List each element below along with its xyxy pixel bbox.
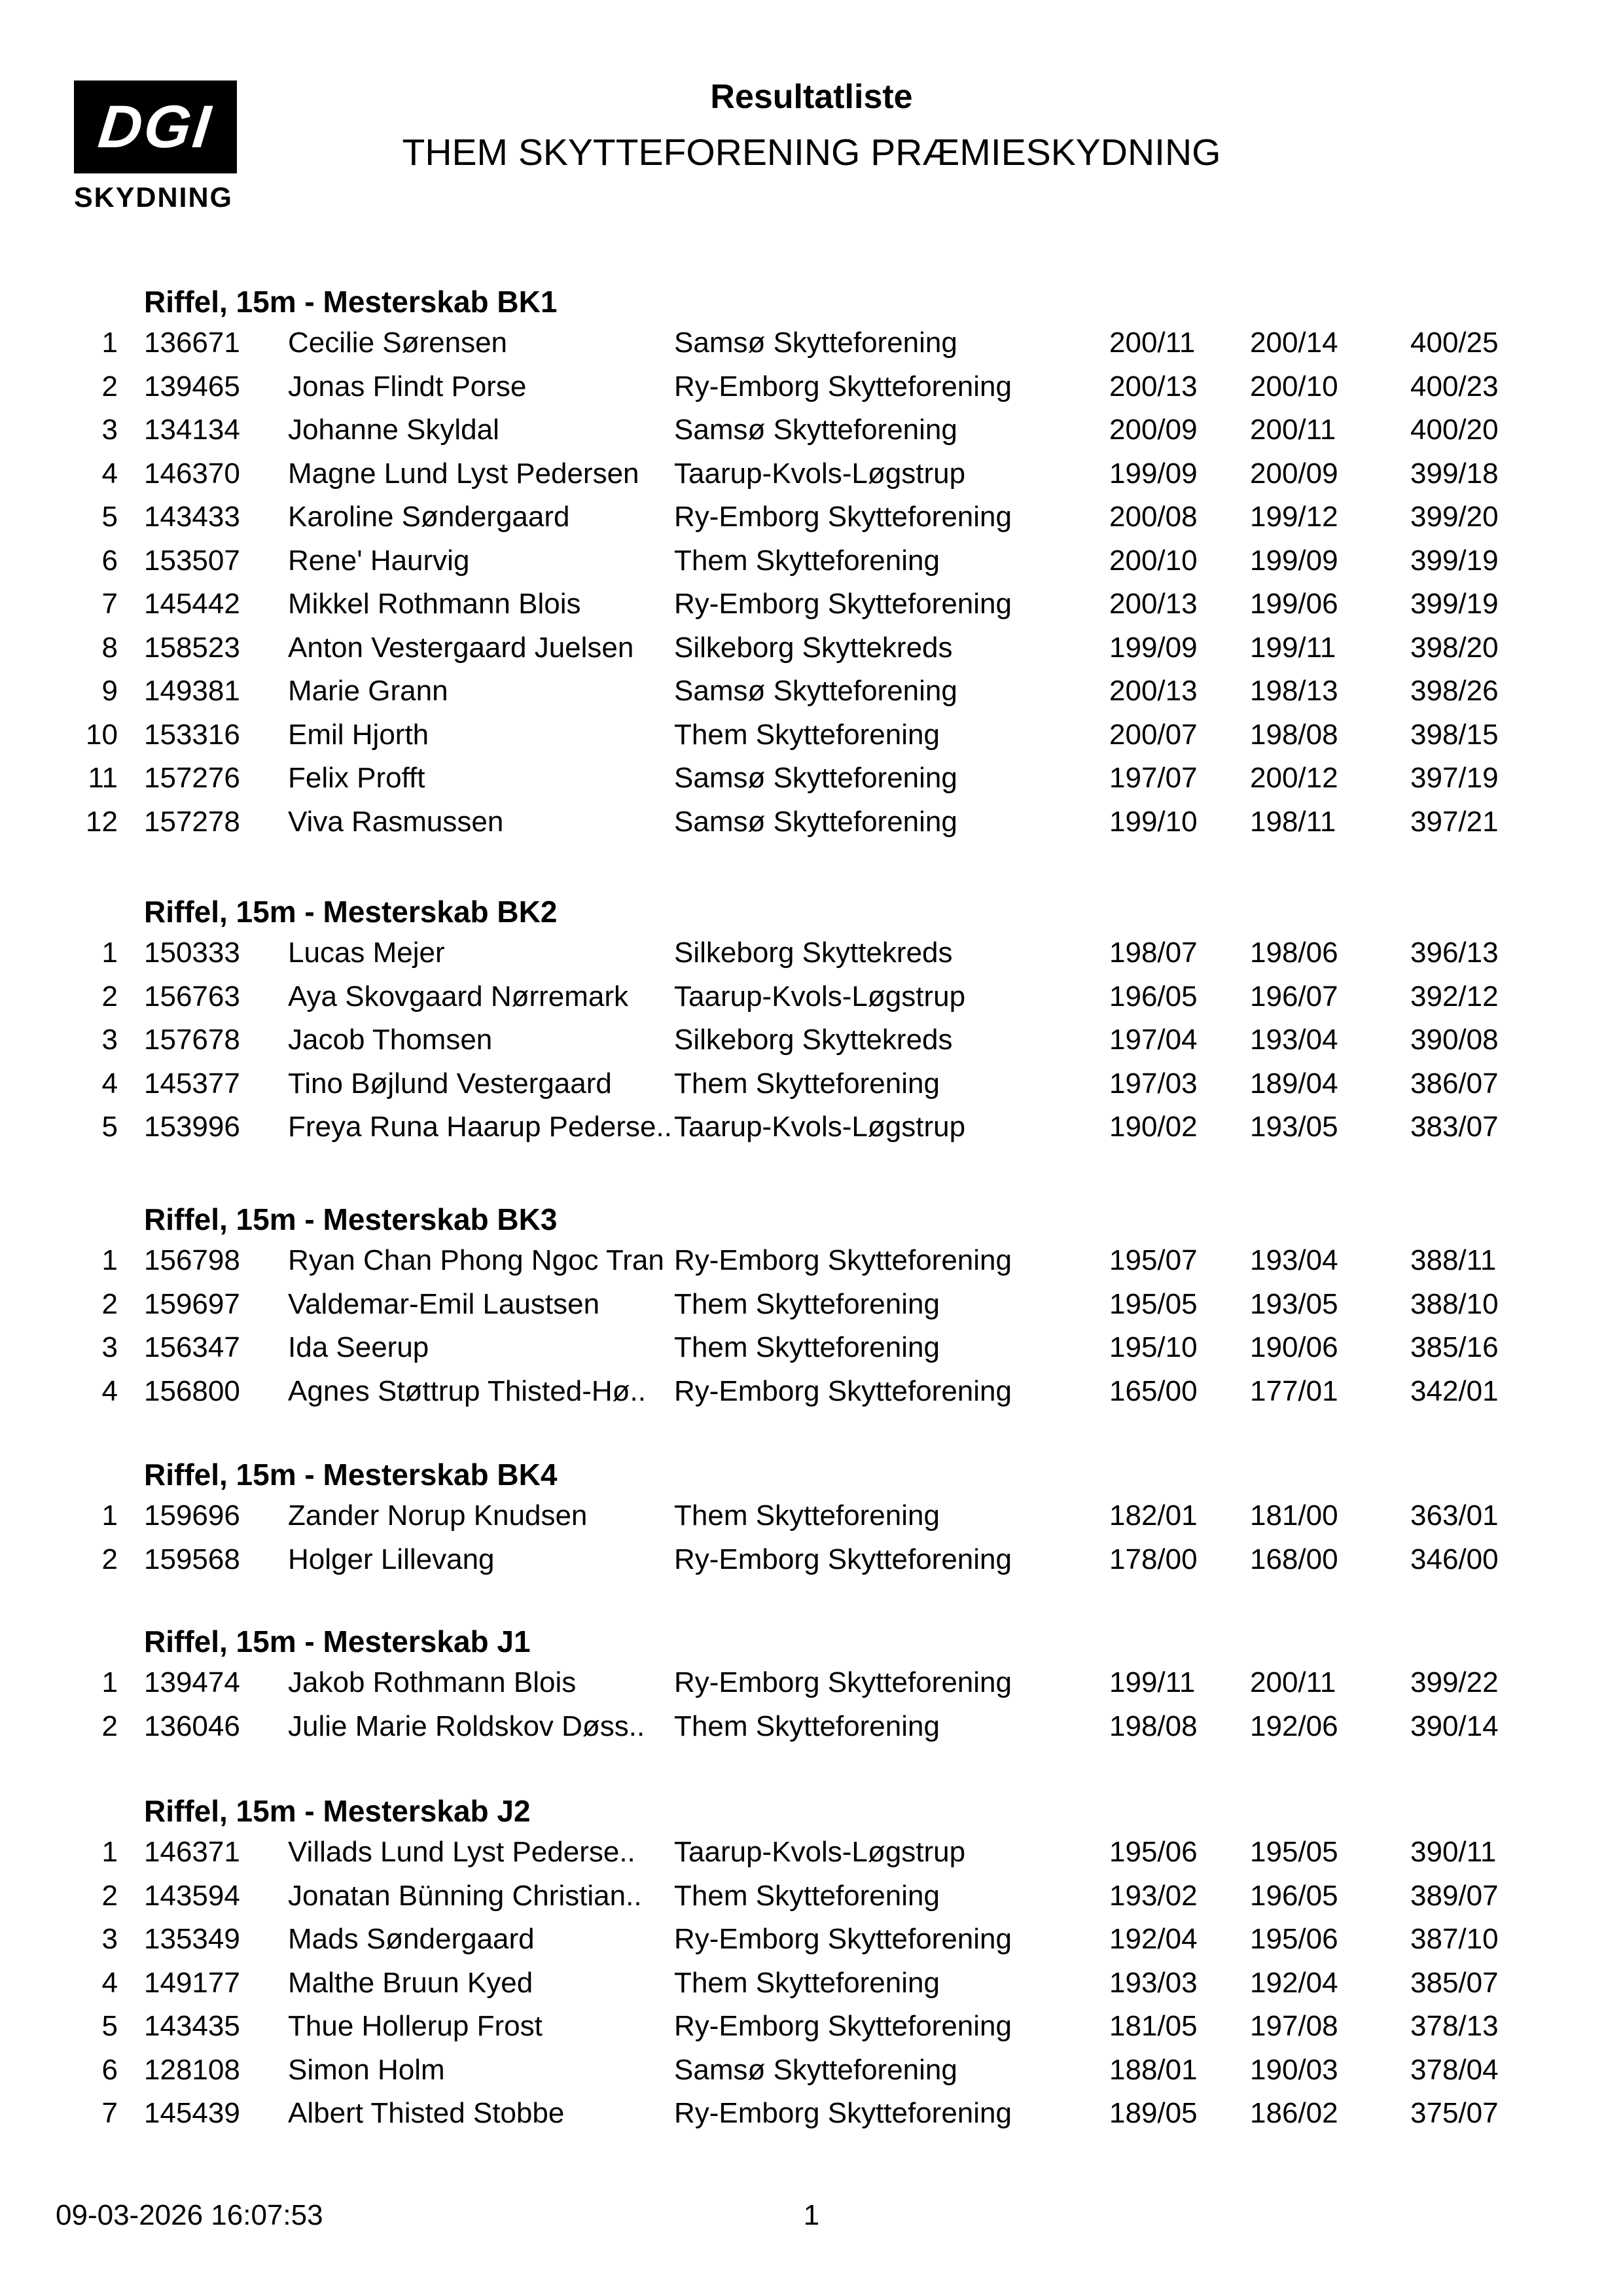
series2-score-cell: 199/09 <box>1250 544 1338 577</box>
shooter-name-cell: Anton Vestergaard Juelsen <box>288 631 634 664</box>
series1-score-cell: 196/05 <box>1109 980 1198 1013</box>
total-score-cell: 375/07 <box>1410 2097 1499 2130</box>
rank-cell: 5 <box>101 1111 118 1143</box>
total-score-cell: 389/07 <box>1410 1879 1499 1912</box>
footer-page-number: 1 <box>803 2199 820 2231</box>
table-row <box>0 931 1623 975</box>
shooter-id-cell: 128108 <box>144 2053 240 2086</box>
table-row <box>0 670 1623 713</box>
rank-cell: 2 <box>101 1879 118 1912</box>
section-title: Riffel, 15m - Mesterskab BK3 <box>144 1202 558 1236</box>
table-row <box>0 583 1623 626</box>
result-section <box>0 1791 1623 2136</box>
shooter-name-cell: Freya Runa Haarup Pederse.. <box>288 1111 672 1143</box>
series2-score-cell: 193/04 <box>1250 1024 1338 1056</box>
total-score-cell: 388/11 <box>1410 1244 1497 1277</box>
total-score-cell: 399/20 <box>1410 501 1499 533</box>
shooter-name-cell: Aya Skovgaard Nørremark <box>288 980 629 1013</box>
series1-score-cell: 198/07 <box>1109 937 1198 969</box>
club-cell: Samsø Skytteforening <box>674 762 957 795</box>
shooter-name-cell: Simon Holm <box>288 2053 445 2086</box>
shooter-name-cell: Julie Marie Roldskov Døss.. <box>288 1710 645 1742</box>
total-score-cell: 398/26 <box>1410 675 1499 708</box>
result-section <box>0 1454 1623 1581</box>
club-cell: Samsø Skytteforening <box>674 2053 957 2086</box>
section-title: Riffel, 15m - Mesterskab BK2 <box>144 894 558 929</box>
rank-cell: 2 <box>101 370 118 403</box>
total-score-cell: 399/18 <box>1410 457 1499 490</box>
table-row <box>0 1494 1623 1538</box>
club-cell: Them Skytteforening <box>674 1966 940 1999</box>
shooter-name-cell: Valdemar-Emil Laustsen <box>288 1287 600 1320</box>
total-score-cell: 399/22 <box>1410 1666 1499 1699</box>
shooter-id-cell: 156800 <box>144 1374 240 1407</box>
shooter-id-cell: 143433 <box>144 501 240 533</box>
shooter-id-cell: 145377 <box>144 1067 240 1100</box>
shooter-name-cell: Viva Rasmussen <box>288 805 504 838</box>
series1-score-cell: 189/05 <box>1109 2097 1198 2130</box>
table-row <box>0 1370 1623 1414</box>
series2-score-cell: 195/05 <box>1250 1836 1338 1869</box>
club-cell: Samsø Skytteforening <box>674 805 957 838</box>
table-row <box>0 1705 1623 1749</box>
total-score-cell: 388/10 <box>1410 1287 1499 1320</box>
shooter-name-cell: Lucas Mejer <box>288 937 445 969</box>
shooter-id-cell: 149177 <box>144 1966 240 1999</box>
club-cell: Samsø Skytteforening <box>674 675 957 708</box>
shooter-name-cell: Ryan Chan Phong Ngoc Tran <box>288 1244 664 1277</box>
series2-score-cell: 200/09 <box>1250 457 1338 490</box>
series2-score-cell: 189/04 <box>1250 1067 1338 1100</box>
shooter-id-cell: 143435 <box>144 2010 240 2043</box>
result-section <box>0 1621 1623 1748</box>
series1-score-cell: 190/02 <box>1109 1111 1198 1143</box>
shooter-id-cell: 143594 <box>144 1879 240 1912</box>
series2-score-cell: 199/11 <box>1250 631 1336 664</box>
club-cell: Them Skytteforening <box>674 1499 940 1532</box>
series2-score-cell: 200/11 <box>1250 414 1336 446</box>
rank-cell: 4 <box>101 1966 118 1999</box>
section-rows <box>0 321 1623 844</box>
series2-score-cell: 193/05 <box>1250 1287 1338 1320</box>
series1-score-cell: 200/13 <box>1109 675 1198 708</box>
series2-score-cell: 192/04 <box>1250 1966 1338 1999</box>
series2-score-cell: 200/14 <box>1250 327 1338 359</box>
series2-score-cell: 190/03 <box>1250 2053 1338 2086</box>
club-cell: Ry-Emborg Skytteforening <box>674 1374 1012 1407</box>
series1-score-cell: 197/03 <box>1109 1067 1198 1100</box>
table-row <box>0 1105 1623 1149</box>
table-row <box>0 1831 1623 1874</box>
table-row <box>0 495 1623 539</box>
dgi-logo-text: DGI <box>95 94 216 160</box>
table-row <box>0 539 1623 583</box>
series1-score-cell: 200/09 <box>1109 414 1198 446</box>
series1-score-cell: 182/01 <box>1109 1499 1198 1532</box>
shooter-name-cell: Zander Norup Knudsen <box>288 1499 588 1532</box>
series1-score-cell: 192/04 <box>1109 1923 1198 1956</box>
section-rows <box>0 1831 1623 2136</box>
shooter-name-cell: Jonatan Bünning Christian.. <box>288 1879 642 1912</box>
total-score-cell: 392/12 <box>1410 980 1499 1013</box>
rank-cell: 4 <box>101 457 118 490</box>
shooter-id-cell: 139465 <box>144 370 240 403</box>
series1-score-cell: 195/07 <box>1109 1244 1198 1277</box>
series2-score-cell: 200/10 <box>1250 370 1338 403</box>
shooter-id-cell: 157278 <box>144 805 240 838</box>
shooter-name-cell: Cecilie Sørensen <box>288 327 508 359</box>
total-score-cell: 398/15 <box>1410 718 1499 751</box>
club-cell: Them Skytteforening <box>674 1287 940 1320</box>
table-row <box>0 1918 1623 1962</box>
shooter-name-cell: Agnes Støttrup Thisted-Hø.. <box>288 1374 646 1407</box>
shooter-name-cell: Magne Lund Lyst Pedersen <box>288 457 639 490</box>
rank-cell: 3 <box>101 1024 118 1056</box>
club-cell: Taarup-Kvols-Løgstrup <box>674 1111 966 1143</box>
club-cell: Taarup-Kvols-Løgstrup <box>674 457 966 490</box>
series2-score-cell: 198/06 <box>1250 937 1338 969</box>
section-title: Riffel, 15m - Mesterskab BK1 <box>144 284 558 319</box>
club-cell: Silkeborg Skyttekreds <box>674 631 953 664</box>
club-cell: Samsø Skytteforening <box>674 327 957 359</box>
rank-cell: 5 <box>101 501 118 533</box>
table-row <box>0 713 1623 757</box>
series1-score-cell: 195/06 <box>1109 1836 1198 1869</box>
shooter-id-cell: 146370 <box>144 457 240 490</box>
club-cell: Them Skytteforening <box>674 544 940 577</box>
series1-score-cell: 199/11 <box>1109 1666 1196 1699</box>
series2-score-cell: 168/00 <box>1250 1543 1338 1575</box>
table-row <box>0 1062 1623 1106</box>
section-rows <box>0 931 1623 1149</box>
rank-cell: 3 <box>101 414 118 446</box>
shooter-id-cell: 159568 <box>144 1543 240 1575</box>
total-score-cell: 390/08 <box>1410 1024 1499 1056</box>
series2-score-cell: 200/11 <box>1250 1666 1336 1699</box>
total-score-cell: 399/19 <box>1410 588 1499 620</box>
rank-cell: 2 <box>101 1543 118 1575</box>
series1-score-cell: 193/02 <box>1109 1879 1198 1912</box>
rank-cell: 1 <box>101 1836 118 1869</box>
dgi-logo-subtext: SKYDNING <box>74 182 233 213</box>
shooter-name-cell: Ida Seerup <box>288 1331 429 1364</box>
table-row <box>0 1538 1623 1582</box>
shooter-id-cell: 136671 <box>144 327 240 359</box>
shooter-name-cell: Albert Thisted Stobbe <box>288 2097 565 2130</box>
total-score-cell: 342/01 <box>1410 1374 1499 1407</box>
rank-cell: 7 <box>101 588 118 620</box>
shooter-name-cell: Mads Søndergaard <box>288 1923 535 1956</box>
total-score-cell: 386/07 <box>1410 1067 1499 1100</box>
rank-cell: 6 <box>101 544 118 577</box>
shooter-id-cell: 156347 <box>144 1331 240 1364</box>
shooter-id-cell: 157678 <box>144 1024 240 1056</box>
club-cell: Ry-Emborg Skytteforening <box>674 1244 1012 1277</box>
rank-cell: 3 <box>101 1923 118 1956</box>
shooter-id-cell: 150333 <box>144 937 240 969</box>
series2-score-cell: 181/00 <box>1250 1499 1338 1532</box>
series2-score-cell: 196/05 <box>1250 1879 1338 1912</box>
shooter-id-cell: 159696 <box>144 1499 240 1532</box>
total-score-cell: 399/19 <box>1410 544 1499 577</box>
series2-score-cell: 195/06 <box>1250 1923 1338 1956</box>
table-row <box>0 975 1623 1019</box>
table-row <box>0 757 1623 800</box>
club-cell: Silkeborg Skyttekreds <box>674 1024 953 1056</box>
club-cell: Ry-Emborg Skytteforening <box>674 1923 1012 1956</box>
club-cell: Them Skytteforening <box>674 1879 940 1912</box>
page-subtitle: THEM SKYTTEFORENING PRÆMIESKYDNING <box>402 132 1221 173</box>
rank-cell: 1 <box>101 1499 118 1532</box>
rank-cell: 1 <box>101 1666 118 1699</box>
rank-cell: 8 <box>101 631 118 664</box>
series2-score-cell: 177/01 <box>1250 1374 1338 1407</box>
rank-cell: 2 <box>101 980 118 1013</box>
series2-score-cell: 199/12 <box>1250 501 1338 533</box>
total-score-cell: 390/11 <box>1410 1836 1497 1869</box>
series1-score-cell: 195/10 <box>1109 1331 1198 1364</box>
club-cell: Samsø Skytteforening <box>674 414 957 446</box>
total-score-cell: 398/20 <box>1410 631 1499 664</box>
shooter-name-cell: Johanne Skyldal <box>288 414 499 446</box>
club-cell: Them Skytteforening <box>674 1710 940 1742</box>
result-section <box>0 1199 1623 1413</box>
rank-cell: 1 <box>101 327 118 359</box>
table-row <box>0 452 1623 496</box>
shooter-id-cell: 153507 <box>144 544 240 577</box>
shooter-id-cell: 158523 <box>144 631 240 664</box>
result-section <box>0 891 1623 1149</box>
series1-score-cell: 199/10 <box>1109 805 1198 838</box>
shooter-id-cell: 145442 <box>144 588 240 620</box>
series2-score-cell: 192/06 <box>1250 1710 1338 1742</box>
shooter-id-cell: 146371 <box>144 1836 240 1869</box>
rank-cell: 12 <box>86 805 118 838</box>
club-cell: Ry-Emborg Skytteforening <box>674 588 1012 620</box>
series1-score-cell: 200/13 <box>1109 370 1198 403</box>
total-score-cell: 400/20 <box>1410 414 1499 446</box>
rank-cell: 3 <box>101 1331 118 1364</box>
shooter-id-cell: 145439 <box>144 2097 240 2130</box>
rank-cell: 1 <box>101 1244 118 1277</box>
rank-cell: 7 <box>101 2097 118 2130</box>
section-title: Riffel, 15m - Mesterskab J2 <box>144 1793 531 1828</box>
shooter-name-cell: Emil Hjorth <box>288 718 429 751</box>
table-row <box>0 1018 1623 1062</box>
shooter-name-cell: Tino Bøjlund Vestergaard <box>288 1067 612 1100</box>
shooter-name-cell: Villads Lund Lyst Pederse.. <box>288 1836 635 1869</box>
shooter-id-cell: 159697 <box>144 1287 240 1320</box>
total-score-cell: 383/07 <box>1410 1111 1499 1143</box>
section-rows <box>0 1661 1623 1748</box>
series1-score-cell: 199/09 <box>1109 457 1198 490</box>
club-cell: Ry-Emborg Skytteforening <box>674 1666 1012 1699</box>
shooter-id-cell: 156763 <box>144 980 240 1013</box>
section-title: Riffel, 15m - Mesterskab BK4 <box>144 1457 558 1492</box>
table-row <box>0 1283 1623 1327</box>
rank-cell: 11 <box>88 762 118 795</box>
total-score-cell: 346/00 <box>1410 1543 1499 1575</box>
series1-score-cell: 197/07 <box>1109 762 1198 795</box>
series2-score-cell: 186/02 <box>1250 2097 1338 2130</box>
series2-score-cell: 197/08 <box>1250 2010 1338 2043</box>
table-row <box>0 2049 1623 2092</box>
club-cell: Silkeborg Skyttekreds <box>674 937 953 969</box>
rank-cell: 2 <box>101 1710 118 1742</box>
club-cell: Ry-Emborg Skytteforening <box>674 2097 1012 2130</box>
shooter-id-cell: 153996 <box>144 1111 240 1143</box>
series2-score-cell: 198/11 <box>1250 805 1336 838</box>
rank-cell: 6 <box>101 2053 118 2086</box>
club-cell: Ry-Emborg Skytteforening <box>674 1543 1012 1575</box>
table-row <box>0 626 1623 670</box>
rank-cell: 10 <box>86 718 118 751</box>
shooter-name-cell: Holger Lillevang <box>288 1543 495 1575</box>
shooter-name-cell: Karoline Søndergaard <box>288 501 570 533</box>
total-score-cell: 390/14 <box>1410 1710 1499 1742</box>
shooter-id-cell: 156798 <box>144 1244 240 1277</box>
shooter-name-cell: Felix Profft <box>288 762 425 795</box>
series1-score-cell: 200/10 <box>1109 544 1198 577</box>
result-section <box>0 281 1623 844</box>
section-rows <box>0 1494 1623 1581</box>
section-title: Riffel, 15m - Mesterskab J1 <box>144 1624 531 1659</box>
table-row <box>0 1661 1623 1705</box>
series2-score-cell: 193/05 <box>1250 1111 1338 1143</box>
series1-score-cell: 198/08 <box>1109 1710 1198 1742</box>
series1-score-cell: 199/09 <box>1109 631 1198 664</box>
rank-cell: 2 <box>101 1287 118 1320</box>
shooter-id-cell: 135349 <box>144 1923 240 1956</box>
shooter-id-cell: 134134 <box>144 414 240 446</box>
series1-score-cell: 165/00 <box>1109 1374 1198 1407</box>
shooter-name-cell: Jacob Thomsen <box>288 1024 493 1056</box>
series2-score-cell: 198/08 <box>1250 718 1338 751</box>
shooter-name-cell: Rene' Haurvig <box>288 544 470 577</box>
club-cell: Them Skytteforening <box>674 1331 940 1364</box>
shooter-name-cell: Jonas Flindt Porse <box>288 370 527 403</box>
series1-score-cell: 200/11 <box>1109 327 1196 359</box>
table-row <box>0 1239 1623 1283</box>
table-row <box>0 800 1623 844</box>
club-cell: Taarup-Kvols-Løgstrup <box>674 980 966 1013</box>
total-score-cell: 378/13 <box>1410 2010 1499 2043</box>
shooter-name-cell: Jakob Rothmann Blois <box>288 1666 577 1699</box>
series1-score-cell: 200/08 <box>1109 501 1198 533</box>
series1-score-cell: 178/00 <box>1109 1543 1198 1575</box>
shooter-name-cell: Mikkel Rothmann Blois <box>288 588 581 620</box>
total-score-cell: 363/01 <box>1410 1499 1499 1532</box>
shooter-name-cell: Thue Hollerup Frost <box>288 2010 543 2043</box>
table-row <box>0 2092 1623 2136</box>
series2-score-cell: 198/13 <box>1250 675 1338 708</box>
table-row <box>0 408 1623 452</box>
table-row <box>0 1962 1623 2005</box>
series1-score-cell: 188/01 <box>1109 2053 1198 2086</box>
table-row <box>0 1326 1623 1370</box>
series1-score-cell: 195/05 <box>1109 1287 1198 1320</box>
series1-score-cell: 197/04 <box>1109 1024 1198 1056</box>
series1-score-cell: 200/07 <box>1109 718 1198 751</box>
total-score-cell: 385/07 <box>1410 1966 1499 1999</box>
series1-score-cell: 193/03 <box>1109 1966 1198 1999</box>
page-title: Resultatliste <box>710 78 913 116</box>
footer-timestamp: 09-03-2026 16:07:53 <box>56 2199 323 2231</box>
table-row <box>0 321 1623 365</box>
total-score-cell: 397/21 <box>1410 805 1499 838</box>
table-row <box>0 365 1623 409</box>
club-cell: Ry-Emborg Skytteforening <box>674 501 1012 533</box>
shooter-id-cell: 157276 <box>144 762 240 795</box>
series2-score-cell: 190/06 <box>1250 1331 1338 1364</box>
total-score-cell: 400/25 <box>1410 327 1499 359</box>
total-score-cell: 397/19 <box>1410 762 1499 795</box>
series2-score-cell: 200/12 <box>1250 762 1338 795</box>
shooter-name-cell: Marie Grann <box>288 675 448 708</box>
total-score-cell: 387/10 <box>1410 1923 1499 1956</box>
total-score-cell: 396/13 <box>1410 937 1499 969</box>
club-cell: Ry-Emborg Skytteforening <box>674 370 1012 403</box>
table-row <box>0 2005 1623 2049</box>
rank-cell: 4 <box>101 1067 118 1100</box>
club-cell: Them Skytteforening <box>674 718 940 751</box>
total-score-cell: 378/04 <box>1410 2053 1499 2086</box>
table-row <box>0 1874 1623 1918</box>
series2-score-cell: 193/04 <box>1250 1244 1338 1277</box>
shooter-id-cell: 153316 <box>144 718 240 751</box>
shooter-name-cell: Malthe Bruun Kyed <box>288 1966 533 1999</box>
shooter-id-cell: 149381 <box>144 675 240 708</box>
club-cell: Them Skytteforening <box>674 1067 940 1100</box>
series1-score-cell: 181/05 <box>1109 2010 1198 2043</box>
section-rows <box>0 1239 1623 1413</box>
total-score-cell: 385/16 <box>1410 1331 1499 1364</box>
club-cell: Taarup-Kvols-Løgstrup <box>674 1836 966 1869</box>
club-cell: Ry-Emborg Skytteforening <box>674 2010 1012 2043</box>
series2-score-cell: 199/06 <box>1250 588 1338 620</box>
shooter-id-cell: 136046 <box>144 1710 240 1742</box>
rank-cell: 9 <box>101 675 118 708</box>
series2-score-cell: 196/07 <box>1250 980 1338 1013</box>
total-score-cell: 400/23 <box>1410 370 1499 403</box>
rank-cell: 1 <box>101 937 118 969</box>
shooter-id-cell: 139474 <box>144 1666 240 1699</box>
rank-cell: 4 <box>101 1374 118 1407</box>
rank-cell: 5 <box>101 2010 118 2043</box>
series1-score-cell: 200/13 <box>1109 588 1198 620</box>
